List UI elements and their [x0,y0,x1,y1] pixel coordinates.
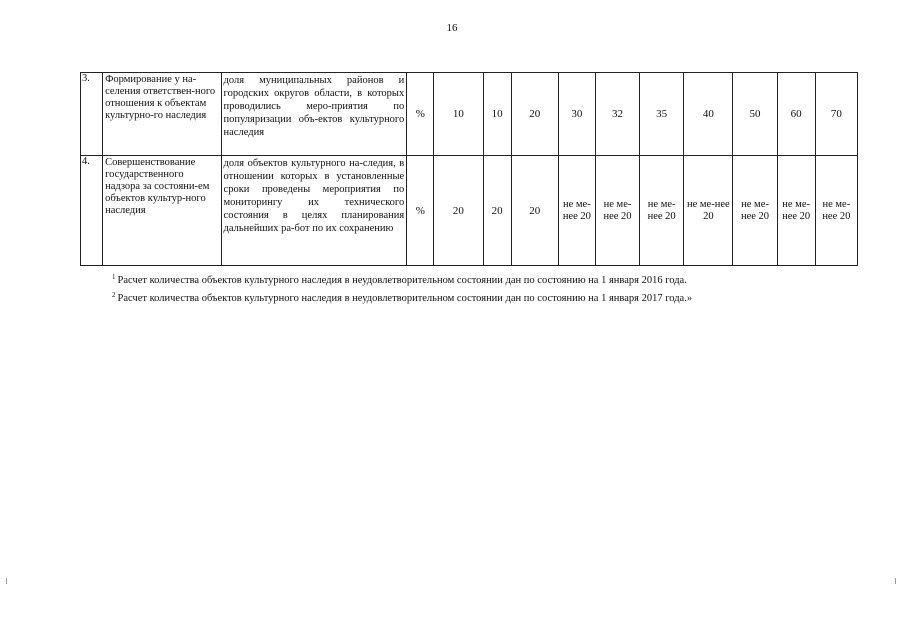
value-cell: 70 [815,73,857,156]
value-cell: 35 [640,73,684,156]
value-cell: 60 [777,73,815,156]
value-cell: 30 [558,73,595,156]
value-cell: 20 [434,156,483,266]
footnotes [112,270,692,306]
value-cell: 50 [733,73,777,156]
value-cell: не ме-нее 20 [595,156,639,266]
value-cell: 20 [483,156,511,266]
value-cell: не ме-нее 20 [684,156,733,266]
scan-edge-mark [895,578,896,584]
value-cell: 32 [595,73,639,156]
value-cell: не ме-нее 20 [777,156,815,266]
value-cell: не ме-нее 20 [558,156,595,266]
row-number: 4. [81,156,103,266]
value-cell: 10 [483,73,511,156]
scan-edge-mark [6,578,7,584]
task-title: Формирование у на-селения ответствен-ного отношения к объектам культурно-го наследия [103,73,221,156]
unit-cell: % [407,73,434,156]
table-row [81,73,858,156]
row-number: 3. [81,73,103,156]
value-cell: не ме-нее 20 [640,156,684,266]
value-cell: не ме-нее 20 [815,156,857,266]
task-title: Совершенствование государственного надзора за состояни-ем объектов культур-ного наследия [103,156,221,266]
footnote-text: Расчет количества объектов культурного наследия в неудовлетворительном состоянии дан по состоянию на 1 января 2017 года.» [117,293,693,304]
value-cell: 20 [511,156,558,266]
footnote [112,270,692,288]
indicator-description: доля муниципальных районов и городских округов области, в которых проводились меро-приятия по популяризации объ-ектов культурного наследия [221,73,407,156]
value-cell: 40 [684,73,733,156]
footnote-text: Расчет количества объектов культурного наследия в неудовлетворительном состоянии дан по состоянию на 1 января 2016 года. [117,275,687,286]
footnote [112,288,692,306]
value-cell: не ме-нее 20 [733,156,777,266]
value-cell: 20 [511,73,558,156]
indicators-table [80,72,858,266]
footnote-mark: 2 [112,291,116,299]
unit-cell: % [407,156,434,266]
page-number: 16 [446,22,458,34]
value-cell: 10 [434,73,483,156]
indicator-description: доля объектов культурного на-следия, в отношении которых в установленные сроки проведены мероприятия по мониторингу их технического состояния в целях планирования дальнейших ра-бот по их сохранению [221,156,407,266]
table-row [81,156,858,266]
footnote-mark: 1 [112,273,116,281]
